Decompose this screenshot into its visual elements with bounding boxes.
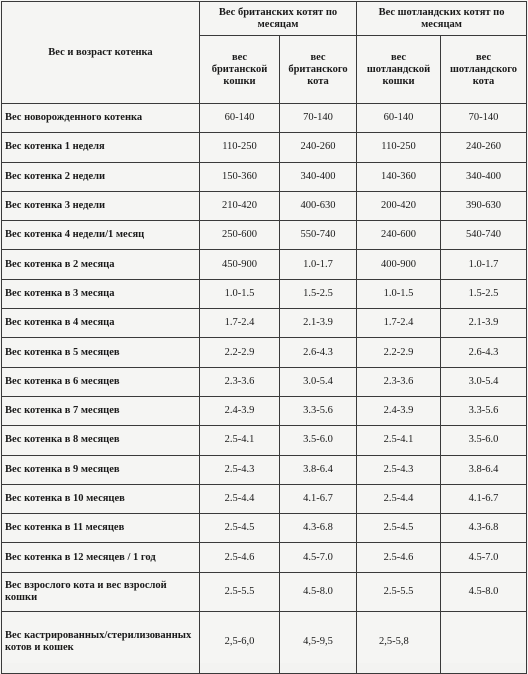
- table-row: [2, 309, 527, 338]
- table-cell: 340-400: [280, 162, 357, 191]
- table-row: [2, 133, 527, 162]
- table-cell: 4,5-9,5: [280, 611, 357, 673]
- table-cell: 390-630: [441, 191, 527, 220]
- table-cell: 110-250: [357, 133, 441, 162]
- table-cell: 1.0-1.5: [357, 279, 441, 308]
- table-cell: 550-740: [280, 221, 357, 250]
- table-row: [2, 279, 527, 308]
- table-cell: 2.5-4.3: [357, 455, 441, 484]
- row-label: Вес котенка в 5 месяцев: [2, 338, 200, 367]
- row-label: Вес котенка в 2 месяца: [2, 250, 200, 279]
- table-cell: 3.5-6.0: [280, 426, 357, 455]
- table-cell: 240-260: [441, 133, 527, 162]
- table-row: [2, 455, 527, 484]
- subheader-british-female: вес британской кошки: [200, 36, 280, 104]
- table-cell: 2.4-3.9: [357, 396, 441, 425]
- table-cell: 2.6-4.3: [441, 338, 527, 367]
- table-cell: 4.5-8.0: [441, 572, 527, 611]
- table-cell: 210-420: [200, 191, 280, 220]
- row-label: Вес котенка в 3 месяца: [2, 279, 200, 308]
- table-cell: 340-400: [441, 162, 527, 191]
- table-cell: 3.3-5.6: [441, 396, 527, 425]
- table-row: [2, 162, 527, 191]
- table-cell: 2.3-3.6: [357, 367, 441, 396]
- row-label: Вес котенка в 10 месяцев: [2, 484, 200, 513]
- table-cell: 240-600: [357, 221, 441, 250]
- table-cell: 1.0-1.7: [280, 250, 357, 279]
- row-label: Вес котенка в 9 месяцев: [2, 455, 200, 484]
- table-cell: 2,5-6,0: [200, 611, 280, 673]
- table-cell: 540-740: [441, 221, 527, 250]
- table-cell: 400-630: [280, 191, 357, 220]
- row-label: Вес котенка в 4 месяца: [2, 309, 200, 338]
- table-cell: 1.0-1.5: [200, 279, 280, 308]
- table-cell: 2.5-5.5: [200, 572, 280, 611]
- table-cell: 60-140: [200, 104, 280, 133]
- table-cell: [441, 611, 527, 673]
- table-row: [2, 426, 527, 455]
- table-cell: 70-140: [441, 104, 527, 133]
- table-cell: 3.5-6.0: [441, 426, 527, 455]
- table-cell: 70-140: [280, 104, 357, 133]
- row-label: Вес новорожденного котенка: [2, 104, 200, 133]
- table-cell: 4.3-6.8: [441, 514, 527, 543]
- table-row: [2, 250, 527, 279]
- table-cell: 1.5-2.5: [280, 279, 357, 308]
- table-cell: 140-360: [357, 162, 441, 191]
- table-cell: 400-900: [357, 250, 441, 279]
- table-cell: 240-260: [280, 133, 357, 162]
- table-cell: 2.2-2.9: [357, 338, 441, 367]
- table-cell: 2.1-3.9: [280, 309, 357, 338]
- table-cell: 2,5-5,8: [357, 611, 441, 673]
- table-row: [2, 396, 527, 425]
- row-label: Вес котенка в 12 месяцев / 1 год: [2, 543, 200, 572]
- table-cell: 1.0-1.7: [441, 250, 527, 279]
- table-cell: 3.0-5.4: [280, 367, 357, 396]
- table-cell: 2.5-4.1: [200, 426, 280, 455]
- table-cell: 2.3-3.6: [200, 367, 280, 396]
- group-header-scottish: Вес шотландских котят по месяцам: [357, 2, 527, 36]
- subheader-scottish-male: вес шотландского кота: [441, 36, 527, 104]
- table-cell: 2.2-2.9: [200, 338, 280, 367]
- table-cell: 3.0-5.4: [441, 367, 527, 396]
- table-row: [2, 104, 527, 133]
- table-cell: 1.5-2.5: [441, 279, 527, 308]
- table-cell: 60-140: [357, 104, 441, 133]
- table-row: [2, 611, 527, 673]
- subheader-scottish-female: вес шотландской кошки: [357, 36, 441, 104]
- row-label: Вес котенка 2 недели: [2, 162, 200, 191]
- table-cell: 2.5-4.3: [200, 455, 280, 484]
- table-cell: 2.5-4.5: [200, 514, 280, 543]
- row-label: Вес котенка в 7 месяцев: [2, 396, 200, 425]
- table-cell: 2.1-3.9: [441, 309, 527, 338]
- table-cell: 4.1-6.7: [441, 484, 527, 513]
- row-label: Вес котенка в 8 месяцев: [2, 426, 200, 455]
- table-row: [2, 543, 527, 572]
- table-cell: 200-420: [357, 191, 441, 220]
- table-cell: 110-250: [200, 133, 280, 162]
- group-header-british: Вес британских котят по месяцам: [200, 2, 357, 36]
- table-cell: 2.4-3.9: [200, 396, 280, 425]
- table-cell: 2.6-4.3: [280, 338, 357, 367]
- table-cell: 4.5-7.0: [280, 543, 357, 572]
- table-cell: 2.5-4.4: [200, 484, 280, 513]
- table-row: [2, 514, 527, 543]
- kitten-weight-table: [1, 1, 527, 674]
- subheader-british-male: вес британского кота: [280, 36, 357, 104]
- table-cell: 2.5-4.6: [357, 543, 441, 572]
- table-cell: 3.8-6.4: [441, 455, 527, 484]
- table-cell: 2.5-5.5: [357, 572, 441, 611]
- row-label: Вес котенка 1 неделя: [2, 133, 200, 162]
- table-row: [2, 221, 527, 250]
- table-cell: 4.3-6.8: [280, 514, 357, 543]
- table-cell: 3.8-6.4: [280, 455, 357, 484]
- table-row: [2, 572, 527, 611]
- table-cell: 4.5-8.0: [280, 572, 357, 611]
- row-label: Вес котенка 3 недели: [2, 191, 200, 220]
- row-label: Вес котенка в 6 месяцев: [2, 367, 200, 396]
- table-cell: 1.7-2.4: [200, 309, 280, 338]
- table-cell: 3.3-5.6: [280, 396, 357, 425]
- table-row: [2, 367, 527, 396]
- table-cell: 2.5-4.6: [200, 543, 280, 572]
- table-cell: 2.5-4.1: [357, 426, 441, 455]
- row-label: Вес взрослого кота и вес взрослой кошки: [2, 572, 200, 611]
- corner-header: Вес и возраст котенка: [2, 2, 200, 104]
- table-cell: 2.5-4.4: [357, 484, 441, 513]
- row-label: Вес кастрированных/стерилизованных котов и кошек: [2, 611, 200, 673]
- table-cell: 2.5-4.5: [357, 514, 441, 543]
- table-cell: 450-900: [200, 250, 280, 279]
- table-cell: 1.7-2.4: [357, 309, 441, 338]
- row-label: Вес котенка 4 недели/1 месяц: [2, 221, 200, 250]
- table-cell: 150-360: [200, 162, 280, 191]
- row-label: Вес котенка в 11 месяцев: [2, 514, 200, 543]
- table-cell: 250-600: [200, 221, 280, 250]
- table-row: [2, 338, 527, 367]
- table-cell: 4.5-7.0: [441, 543, 527, 572]
- table-row: [2, 484, 527, 513]
- table-row: [2, 191, 527, 220]
- table-cell: 4.1-6.7: [280, 484, 357, 513]
